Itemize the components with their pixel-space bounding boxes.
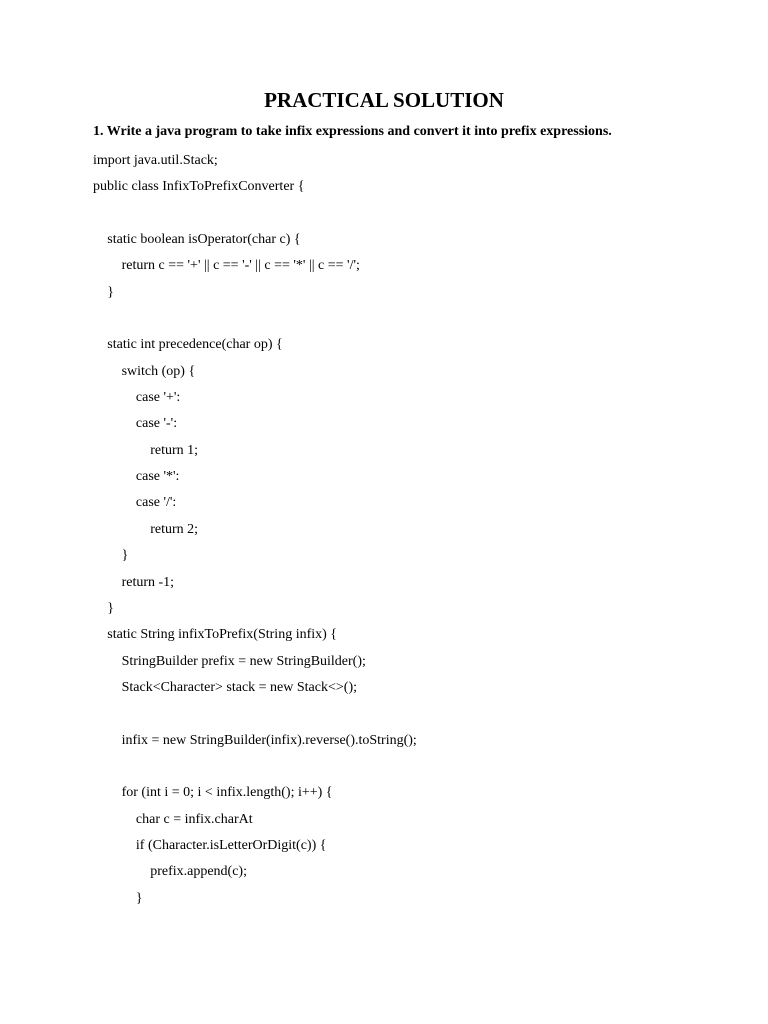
- code-line: [93, 201, 417, 227]
- code-line: switch (op) {: [121, 363, 196, 379]
- code-line: [93, 701, 417, 727]
- code-line: infix = new StringBuilder(infix).reverse().toString();: [121, 732, 417, 748]
- code-line: StringBuilder prefix = new StringBuilder();: [121, 653, 366, 669]
- code-line: return c == '+' || c == '-' || c == '*' || c == '/';: [121, 258, 360, 274]
- code-line: return 1;: [150, 442, 199, 458]
- code-line: static boolean isOperator(char c) {: [107, 232, 301, 248]
- code-line: case '-':: [135, 416, 178, 432]
- code-line: Stack<Character> stack = new Stack<>();: [121, 679, 357, 695]
- code-line: static int precedence(char op) {: [107, 337, 283, 353]
- code-line: case '+':: [135, 390, 181, 406]
- code-line: case '*':: [135, 469, 180, 485]
- code-line: prefix.append(c);: [150, 864, 247, 880]
- code-line: return -1;: [121, 574, 175, 590]
- code-block: [93, 148, 417, 912]
- code-line: }: [121, 548, 129, 564]
- page-title: PRACTICAL SOLUTION: [264, 88, 504, 112]
- code-line: return 2;: [150, 521, 199, 537]
- code-line: if (Character.isLetterOrDigit(c)) {: [135, 837, 327, 853]
- code-line: char c = infix.charAt: [135, 811, 253, 827]
- code-line: }: [107, 284, 115, 300]
- code-line: [93, 754, 417, 780]
- code-line: for (int i = 0; i < infix.length(); i++) {: [121, 785, 333, 801]
- code-line: import java.util.Stack;: [93, 153, 218, 168]
- code-line: }: [135, 890, 143, 906]
- code-line: }: [107, 600, 115, 616]
- code-line: static String infixToPrefix(String infix) {: [107, 627, 338, 643]
- code-line: [93, 306, 417, 332]
- code-line: public class InfixToPrefixConverter {: [93, 179, 305, 195]
- question-text: 1. Write a java program to take infix expressions and convert it into prefix expressions.: [93, 124, 612, 139]
- code-line: case '/':: [135, 495, 177, 511]
